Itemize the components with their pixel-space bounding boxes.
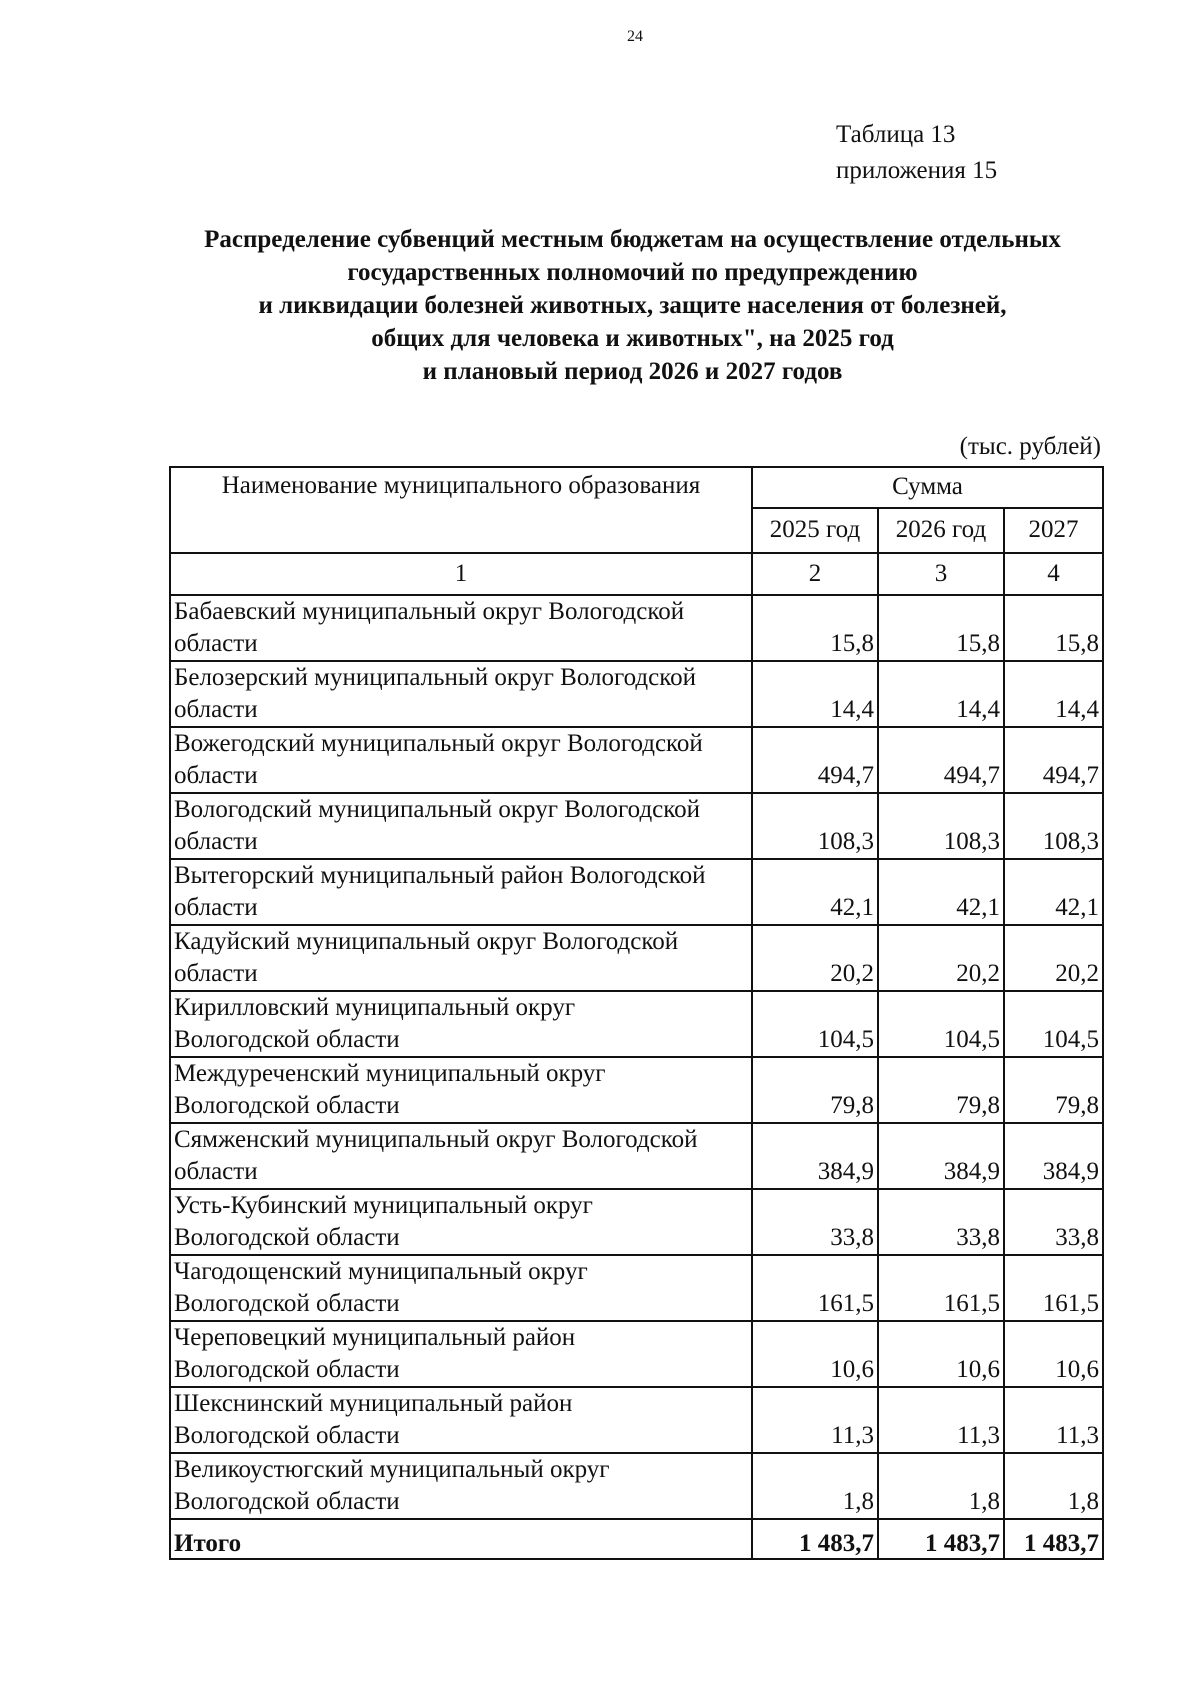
amount-2027: 42,1 bbox=[1004, 859, 1103, 925]
table-row bbox=[170, 991, 1103, 1057]
title-line4: общих для человека и животных", на 2025 год bbox=[371, 325, 894, 352]
amount-2027: 14,4 bbox=[1004, 661, 1103, 727]
amount-2026: 15,8 bbox=[878, 595, 1004, 661]
municipality-name-line2: области bbox=[174, 894, 258, 921]
municipality-name bbox=[170, 1255, 752, 1321]
amount-2027: 161,5 bbox=[1004, 1255, 1103, 1321]
table-row bbox=[170, 661, 1103, 727]
column-number-row bbox=[170, 553, 1103, 595]
amount-2025: 161,5 bbox=[752, 1255, 878, 1321]
municipality-name-line2: Вологодской области bbox=[174, 1422, 400, 1449]
title-line1: Распределение субвенций местным бюджетам на осуществление отдельных bbox=[204, 226, 1061, 253]
table-row bbox=[170, 859, 1103, 925]
total-amount-2027: 1 483,7 bbox=[1004, 1519, 1103, 1559]
table-row bbox=[170, 1387, 1103, 1453]
amount-2027: 384,9 bbox=[1004, 1123, 1103, 1189]
amount-2026: 104,5 bbox=[878, 991, 1004, 1057]
municipality-name-line2: Вологодской области bbox=[174, 1290, 400, 1317]
municipality-name-line2: области bbox=[174, 630, 258, 657]
amount-2027: 10,6 bbox=[1004, 1321, 1103, 1387]
municipality-name-line2: области bbox=[174, 960, 258, 987]
table-row bbox=[170, 1057, 1103, 1123]
total-label: Итого bbox=[170, 1519, 752, 1559]
amount-2027: 20,2 bbox=[1004, 925, 1103, 991]
amount-2026: 14,4 bbox=[878, 661, 1004, 727]
municipality-name-line1: Бабаевский муниципальный округ Вологодской bbox=[174, 598, 685, 625]
column-number: 4 bbox=[1004, 553, 1103, 595]
municipality-name-line2: Вологодской области bbox=[174, 1026, 400, 1053]
municipality-name bbox=[170, 793, 752, 859]
municipality-name bbox=[170, 859, 752, 925]
municipality-name-line1: Белозерский муниципальный округ Вологодской bbox=[174, 664, 696, 691]
municipality-name bbox=[170, 1189, 752, 1255]
table-row bbox=[170, 1123, 1103, 1189]
table-row bbox=[170, 1255, 1103, 1321]
header-sum: Сумма bbox=[752, 467, 1103, 508]
amount-2027: 15,8 bbox=[1004, 595, 1103, 661]
table-ref-line2: приложения 15 bbox=[836, 157, 998, 184]
municipality-name-line1: Вологодский муниципальный округ Вологодской bbox=[174, 796, 701, 823]
municipality-name-line2: области bbox=[174, 828, 258, 855]
amount-2025: 79,8 bbox=[752, 1057, 878, 1123]
municipality-name-line2: Вологодской области bbox=[174, 1092, 400, 1119]
municipality-name-line2: Вологодской области bbox=[174, 1224, 400, 1251]
municipality-name bbox=[170, 727, 752, 793]
amount-2025: 108,3 bbox=[752, 793, 878, 859]
municipality-name bbox=[170, 991, 752, 1057]
municipality-name-line2: области bbox=[174, 762, 258, 789]
amount-2026: 79,8 bbox=[878, 1057, 1004, 1123]
table-row bbox=[170, 1189, 1103, 1255]
amount-2026: 20,2 bbox=[878, 925, 1004, 991]
amount-2025: 14,4 bbox=[752, 661, 878, 727]
amount-2026: 10,6 bbox=[878, 1321, 1004, 1387]
column-number: 1 bbox=[170, 553, 752, 595]
municipality-name bbox=[170, 1057, 752, 1123]
amount-2026: 108,3 bbox=[878, 793, 1004, 859]
header-year-2025: 2025 год bbox=[752, 508, 878, 553]
municipality-name bbox=[170, 1387, 752, 1453]
document-title bbox=[150, 223, 1115, 388]
municipality-name-line1: Усть-Кубинский муниципальный округ bbox=[174, 1192, 593, 1219]
total-amount-2026: 1 483,7 bbox=[878, 1519, 1004, 1559]
amount-2027: 1,8 bbox=[1004, 1453, 1103, 1519]
municipality-name-line2: Вологодской области bbox=[174, 1488, 400, 1515]
table-ref-line1: Таблица 13 bbox=[836, 121, 956, 148]
page-number: 24 bbox=[627, 28, 643, 45]
amount-2025: 20,2 bbox=[752, 925, 878, 991]
amount-2025: 384,9 bbox=[752, 1123, 878, 1189]
municipality-name bbox=[170, 925, 752, 991]
amount-2026: 384,9 bbox=[878, 1123, 1004, 1189]
municipality-name-line1: Междуреченский муниципальный округ bbox=[174, 1060, 606, 1087]
distribution-table bbox=[169, 466, 1104, 1560]
municipality-name-line2: области bbox=[174, 696, 258, 723]
total-amount-2025: 1 483,7 bbox=[752, 1519, 878, 1559]
amount-2025: 10,6 bbox=[752, 1321, 878, 1387]
header-name: Наименование муниципального образования bbox=[170, 467, 752, 553]
header-year-2026: 2026 год bbox=[878, 508, 1004, 553]
amount-2027: 79,8 bbox=[1004, 1057, 1103, 1123]
table-row bbox=[170, 1453, 1103, 1519]
municipality-name bbox=[170, 1321, 752, 1387]
column-number: 3 bbox=[878, 553, 1004, 595]
municipality-name bbox=[170, 661, 752, 727]
municipality-name-line1: Кирилловский муниципальный округ bbox=[174, 994, 576, 1021]
amount-2026: 42,1 bbox=[878, 859, 1004, 925]
amount-2026: 494,7 bbox=[878, 727, 1004, 793]
amount-2027: 104,5 bbox=[1004, 991, 1103, 1057]
table-row bbox=[170, 595, 1103, 661]
amount-2025: 42,1 bbox=[752, 859, 878, 925]
amount-2027: 494,7 bbox=[1004, 727, 1103, 793]
table-row bbox=[170, 793, 1103, 859]
table-row bbox=[170, 1321, 1103, 1387]
amount-2027: 108,3 bbox=[1004, 793, 1103, 859]
table-row bbox=[170, 727, 1103, 793]
municipality-name bbox=[170, 1123, 752, 1189]
amount-2025: 11,3 bbox=[752, 1387, 878, 1453]
amount-2025: 104,5 bbox=[752, 991, 878, 1057]
municipality-name-line2: Вологодской области bbox=[174, 1356, 400, 1383]
total-row bbox=[170, 1519, 1103, 1559]
column-number: 2 bbox=[752, 553, 878, 595]
municipality-name-line2: области bbox=[174, 1158, 258, 1185]
table-reference bbox=[836, 117, 997, 189]
municipality-name-line1: Сямженский муниципальный округ Вологодской bbox=[174, 1126, 698, 1153]
header-row bbox=[170, 467, 1103, 508]
municipality-name-line1: Шекснинский муниципальный район bbox=[174, 1390, 573, 1417]
amount-2026: 1,8 bbox=[878, 1453, 1004, 1519]
amount-2027: 11,3 bbox=[1004, 1387, 1103, 1453]
municipality-name-line1: Череповецкий муниципальный район bbox=[174, 1324, 576, 1351]
title-line2: государственных полномочий по предупреждению bbox=[347, 259, 918, 286]
amount-2025: 33,8 bbox=[752, 1189, 878, 1255]
amount-2027: 33,8 bbox=[1004, 1189, 1103, 1255]
amount-2025: 15,8 bbox=[752, 595, 878, 661]
municipality-name bbox=[170, 595, 752, 661]
amount-2025: 1,8 bbox=[752, 1453, 878, 1519]
amount-2026: 161,5 bbox=[878, 1255, 1004, 1321]
municipality-name-line1: Вытегорский муниципальный район Вологодской bbox=[174, 862, 706, 889]
municipality-name bbox=[170, 1453, 752, 1519]
amount-2025: 494,7 bbox=[752, 727, 878, 793]
municipality-name-line1: Кадуйский муниципальный округ Вологодской bbox=[174, 928, 679, 955]
title-line5: и плановый период 2026 и 2027 годов bbox=[422, 358, 843, 385]
units-label: (тыс. рублей) bbox=[959, 433, 1101, 460]
title-line3: и ликвидации болезней животных, защите населения от болезней, bbox=[258, 292, 1007, 319]
municipality-name-line1: Вожегодский муниципальный округ Вологодской bbox=[174, 730, 703, 757]
header-year-2027: 2027 bbox=[1004, 508, 1103, 553]
table-row bbox=[170, 925, 1103, 991]
municipality-name-line1: Чагодощенский муниципальный округ bbox=[174, 1258, 588, 1285]
amount-2026: 33,8 bbox=[878, 1189, 1004, 1255]
amount-2026: 11,3 bbox=[878, 1387, 1004, 1453]
municipality-name-line1: Великоустюгский муниципальный округ bbox=[174, 1456, 610, 1483]
